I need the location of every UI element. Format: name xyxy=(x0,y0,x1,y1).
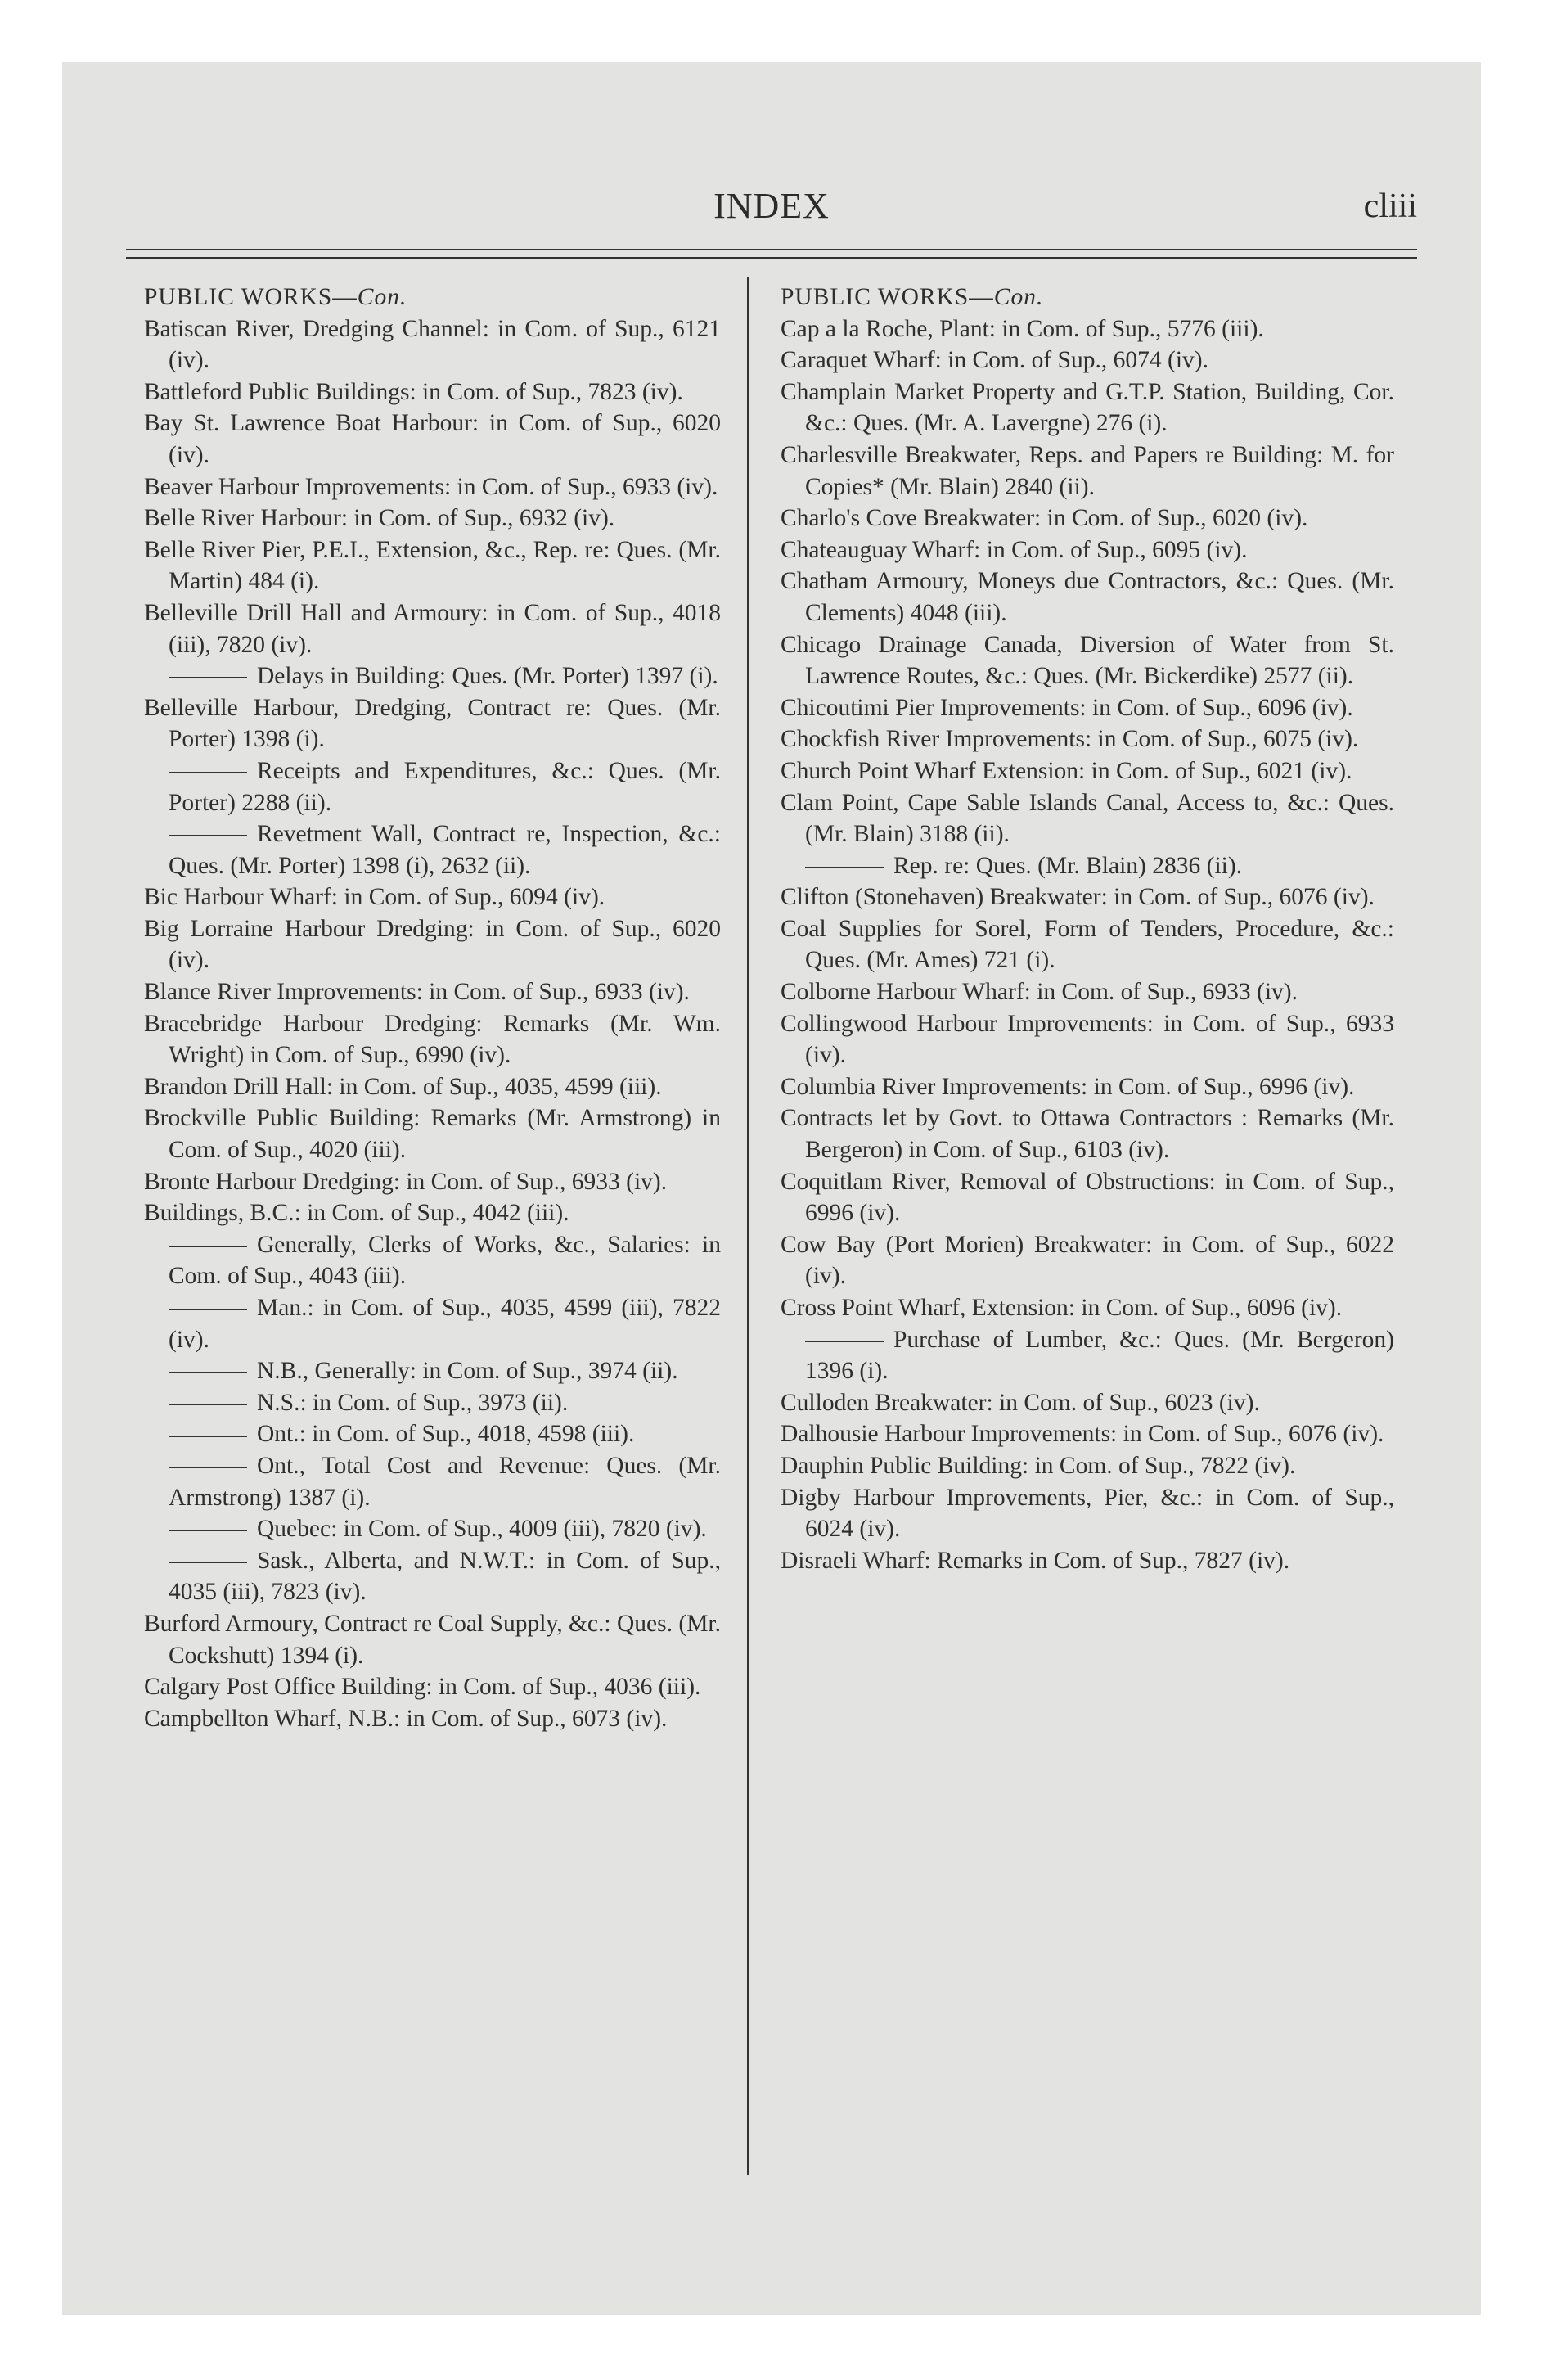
entry-text: Cap a la Roche, Plant: in Com. of Sup., 5776 (iii). xyxy=(781,315,1264,342)
entry-text: Bracebridge Harbour Dredging: Remarks (Mr. Wm. Wright) in Com. of Sup., 6990 (iv). xyxy=(144,1010,721,1069)
index-entry xyxy=(144,534,721,597)
index-entry xyxy=(781,313,1394,345)
index-entry xyxy=(781,755,1394,787)
entry-text: Coal Supplies for Sorel, Form of Tenders, Procedure, &c.: Ques. (Mr. Ames) 721 (i). xyxy=(781,915,1394,974)
entry-text: Colborne Harbour Wharf: in Com. of Sup., 6933 (iv). xyxy=(781,979,1298,1006)
index-entry xyxy=(781,976,1394,1008)
entry-text: Battleford Public Buildings: in Com. of Sup., 7823 (iv). xyxy=(144,378,683,405)
entry-text: Batiscan River, Dredging Channel: in Com. of Sup., 6121 (iv). xyxy=(144,315,721,374)
index-entry xyxy=(781,439,1394,503)
entry-text: Campbellton Wharf, N.B.: in Com. of Sup., 6073 (iv). xyxy=(144,1705,668,1732)
entry-text: Big Lorraine Harbour Dredging: in Com. of Sup., 6020 (iv). xyxy=(144,915,721,974)
ditto-dash xyxy=(169,677,247,678)
entry-text: Digby Harbour Improvements, Pier, &c.: in Com. of Sup., 6024 (iv). xyxy=(781,1484,1394,1543)
index-entry xyxy=(781,1292,1394,1324)
index-entry xyxy=(781,1545,1394,1577)
index-subentry xyxy=(144,1355,721,1387)
ditto-dash xyxy=(169,1436,247,1437)
index-entry xyxy=(144,376,721,408)
index-entry xyxy=(781,1387,1394,1419)
index-entry xyxy=(144,1102,721,1165)
entry-text: Clam Point, Cape Sable Islands Canal, Access to, &c.: Ques. (Mr. Blain) 3188 (ii). xyxy=(781,789,1394,848)
entry-text: Belle River Pier, P.E.I., Extension, &c., Rep. re: Ques. (Mr. Martin) 484 (i). xyxy=(144,536,721,595)
index-subentry xyxy=(781,1324,1394,1387)
index-subentry xyxy=(781,850,1394,882)
entry-text: Charlesville Breakwater, Reps. and Papers re Building: M. for Copies* (Mr. Blain) 2840 (ii). xyxy=(781,441,1394,500)
index-entry xyxy=(144,1608,721,1671)
index-entry xyxy=(781,1450,1394,1482)
entry-text: Ont.: in Com. of Sup., 4018, 4598 (iii). xyxy=(257,1421,635,1448)
entry-text: Delays in Building: Ques. (Mr. Porter) 1397 (i). xyxy=(257,663,718,690)
index-entry xyxy=(144,1197,721,1229)
entry-text: Caraquet Wharf: in Com. of Sup., 6074 (iv). xyxy=(781,347,1208,374)
index-entry xyxy=(781,787,1394,850)
entry-text: Chicago Drainage Canada, Diversion of Water from St. Lawrence Routes, &c.: Ques. (Mr. Bickerdike) 2577 (ii). xyxy=(781,631,1394,690)
index-entry xyxy=(781,913,1394,976)
index-subentry xyxy=(144,1292,721,1355)
left-column xyxy=(144,282,721,1734)
index-entry xyxy=(781,723,1394,755)
entry-text: N.S.: in Com. of Sup., 3973 (ii). xyxy=(257,1389,569,1416)
entry-text: Collingwood Harbour Improvements: in Com. of Sup., 6933 (iv). xyxy=(781,1010,1394,1069)
index-entry xyxy=(144,503,721,534)
entry-text: Belleville Harbour, Dredging, Contract re: Ques. (Mr. Porter) 1398 (i). xyxy=(144,694,721,753)
entry-text: Clifton (Stonehaven) Breakwater: in Com. of Sup., 6076 (iv). xyxy=(781,884,1375,911)
entry-text: Dalhousie Harbour Improvements: in Com. of Sup., 6076 (iv). xyxy=(781,1421,1384,1448)
entry-text: Belleville Drill Hall and Armoury: in Com. of Sup., 4018 (iii), 7820 (iv). xyxy=(144,599,721,658)
entry-text: Bay St. Lawrence Boat Harbour: in Com. of Sup., 6020 (iv). xyxy=(144,410,721,468)
index-entry xyxy=(781,881,1394,913)
right-column xyxy=(781,282,1394,1576)
entry-text: Columbia River Improvements: in Com. of Sup., 6996 (iv). xyxy=(781,1073,1355,1100)
ditto-dash xyxy=(805,1341,884,1342)
entry-text: N.B., Generally: in Com. of Sup., 3974 (ii). xyxy=(257,1358,678,1385)
ditto-dash xyxy=(169,835,247,836)
index-entry xyxy=(144,597,721,660)
index-entry xyxy=(781,534,1394,566)
entry-text: Charlo's Cove Breakwater: in Com. of Sup., 6020 (iv). xyxy=(781,505,1308,532)
entry-text: Chicoutimi Pier Improvements: in Com. of Sup., 6096 (iv). xyxy=(781,694,1353,721)
entry-text: Man.: in Com. of Sup., 4035, 4599 (iii), 7822 (iv). xyxy=(169,1295,721,1353)
entry-text: Purchase of Lumber, &c.: Ques. (Mr. Bergeron) 1396 (i). xyxy=(805,1326,1394,1385)
index-subentry xyxy=(144,660,721,692)
ditto-dash xyxy=(169,1246,247,1247)
ditto-dash xyxy=(169,1467,247,1468)
entry-text: Beaver Harbour Improvements: in Com. of Sup., 6933 (iv). xyxy=(144,473,718,500)
entry-text: Chatham Armoury, Moneys due Contractors, &c.: Ques. (Mr. Clements) 4048 (iii). xyxy=(781,568,1394,626)
entry-text: Quebec: in Com. of Sup., 4009 (iii), 7820 (iv). xyxy=(257,1516,707,1543)
index-entry xyxy=(144,1166,721,1198)
column-divider xyxy=(747,277,749,2175)
entry-text: Calgary Post Office Building: in Com. of Sup., 4036 (iii). xyxy=(144,1674,701,1701)
entry-text: Church Point Wharf Extension: in Com. of Sup., 6021 (iv). xyxy=(781,757,1352,784)
column-heading: PUBLIC WORKS—Con. xyxy=(144,284,407,310)
index-entry xyxy=(781,1071,1394,1103)
index-entry xyxy=(144,1703,721,1735)
entry-text: Bic Harbour Wharf: in Com. of Sup., 6094 (iv). xyxy=(144,884,605,911)
index-subentry xyxy=(144,1418,721,1450)
index-entry xyxy=(144,881,721,913)
entry-text: Bronte Harbour Dredging: in Com. of Sup., 6933 (iv). xyxy=(144,1168,668,1195)
index-entry xyxy=(781,692,1394,724)
index-entry xyxy=(144,913,721,976)
header-rule xyxy=(126,249,1417,250)
index-entry xyxy=(144,1671,721,1703)
entry-text: Brandon Drill Hall: in Com. of Sup., 4035, 4599 (iii). xyxy=(144,1073,662,1100)
entry-text: Blance River Improvements: in Com. of Sup., 6933 (iv). xyxy=(144,979,690,1006)
column-heading: PUBLIC WORKS—Con. xyxy=(781,284,1044,310)
index-entry xyxy=(781,1482,1394,1545)
entry-text: Cross Point Wharf, Extension: in Com. of Sup., 6096 (iv). xyxy=(781,1295,1343,1321)
entry-text: Generally, Clerks of Works, &c., Salaries: in Com. of Sup., 4043 (iii). xyxy=(169,1231,721,1290)
index-entry xyxy=(144,1071,721,1103)
entry-text: Contracts let by Govt. to Ottawa Contractors : Remarks (Mr. Bergeron) in Com. of Sup., 6103 (iv). xyxy=(781,1105,1394,1164)
entry-text: Sask., Alberta, and N.W.T.: in Com. of Sup., 4035 (iii), 7823 (iv). xyxy=(169,1547,721,1606)
ditto-dash xyxy=(169,1404,247,1405)
index-subentry xyxy=(144,1513,721,1545)
index-entry xyxy=(144,692,721,755)
index-entry xyxy=(781,1418,1394,1450)
index-entry xyxy=(781,1102,1394,1165)
ditto-dash xyxy=(169,772,247,773)
index-entry xyxy=(781,1229,1394,1292)
index-subentry xyxy=(144,1545,721,1608)
index-subentry xyxy=(144,1387,721,1419)
entry-text: Champlain Market Property and G.T.P. Station, Building, Cor. &c.: Ques. (Mr. A. Lavergne) 276 (i). xyxy=(781,378,1394,437)
entry-text: Dauphin Public Building: in Com. of Sup., 7822 (iv). xyxy=(781,1452,1296,1479)
entry-text: Revetment Wall, Contract re, Inspection, &c.: Ques. (Mr. Porter) 1398 (i), 2632 (ii). xyxy=(169,821,721,879)
page-number: cliii xyxy=(1363,187,1417,225)
index-entry xyxy=(144,313,721,376)
ditto-dash xyxy=(169,1372,247,1373)
ditto-dash xyxy=(169,1309,247,1310)
index-subentry xyxy=(144,1450,721,1513)
entry-text: Disraeli Wharf: Remarks in Com. of Sup., 7827 (iv). xyxy=(781,1547,1290,1574)
ditto-dash xyxy=(169,1562,247,1563)
entry-text: Ont., Total Cost and Revenue: Ques. (Mr. Armstrong) 1387 (i). xyxy=(169,1452,721,1511)
entry-text: Chateauguay Wharf: in Com. of Sup., 6095 (iv). xyxy=(781,536,1248,563)
page-title: INDEX xyxy=(713,186,830,226)
index-entry xyxy=(781,503,1394,534)
index-entry xyxy=(781,345,1394,376)
entry-text: Buildings, B.C.: in Com. of Sup., 4042 (iii). xyxy=(144,1200,569,1227)
index-subentry xyxy=(144,755,721,818)
index-entry xyxy=(781,629,1394,692)
entry-text: Cow Bay (Port Morien) Breakwater: in Com. of Sup., 6022 (iv). xyxy=(781,1231,1394,1290)
entry-text: Brockville Public Building: Remarks (Mr. Armstrong) in Com. of Sup., 4020 (iii). xyxy=(144,1105,721,1164)
entry-text: Coquitlam River, Removal of Obstructions: in Com. of Sup., 6996 (iv). xyxy=(781,1168,1394,1227)
index-entry xyxy=(781,1166,1394,1229)
index-subentry xyxy=(144,1229,721,1292)
index-entry xyxy=(144,408,721,471)
entry-text: Belle River Harbour: in Com. of Sup., 6932 (iv). xyxy=(144,505,615,532)
entry-text: Culloden Breakwater: in Com. of Sup., 6023 (iv). xyxy=(781,1389,1260,1416)
entry-text: Chockfish River Improvements: in Com. of Sup., 6075 (iv). xyxy=(781,726,1359,753)
ditto-dash xyxy=(169,1530,247,1531)
index-entry xyxy=(144,471,721,503)
ditto-dash xyxy=(805,867,884,868)
index-entry xyxy=(144,976,721,1008)
index-entry xyxy=(781,1008,1394,1071)
entry-text: Receipts and Expenditures, &c.: Ques. (Mr. Porter) 2288 (ii). xyxy=(169,757,721,816)
index-entry xyxy=(144,1008,721,1071)
entry-text: Burford Armoury, Contract re Coal Supply, &c.: Ques. (Mr. Cockshutt) 1394 (i). xyxy=(144,1610,721,1669)
scanned-page xyxy=(62,62,1481,2315)
index-entry xyxy=(781,566,1394,629)
entry-text: Rep. re: Ques. (Mr. Blain) 2836 (ii). xyxy=(893,852,1243,879)
header-rule-secondary xyxy=(126,257,1417,259)
index-subentry xyxy=(144,818,721,881)
index-entry xyxy=(781,376,1394,439)
